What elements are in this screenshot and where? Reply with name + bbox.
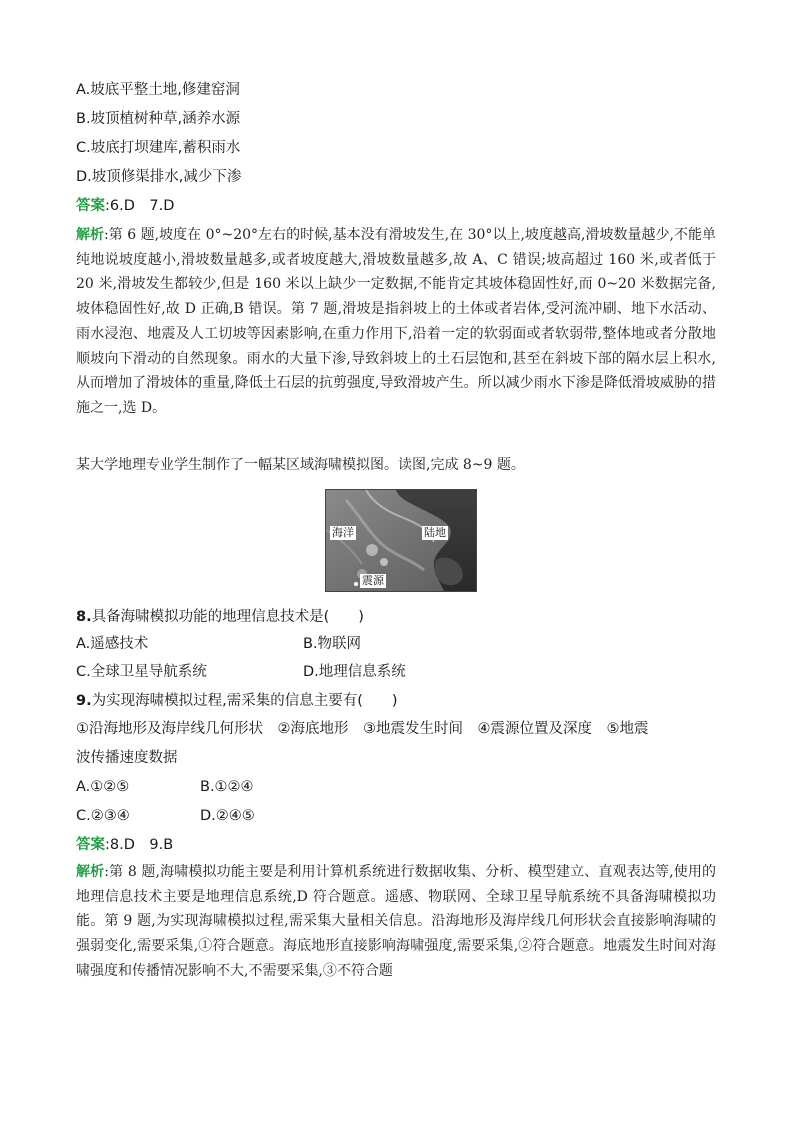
analysis-label: 解析 — [76, 864, 105, 880]
q9-options-row-2 — [76, 806, 255, 826]
q9-option-a: A.①②⑤ — [76, 779, 130, 795]
q9-number: 9. — [76, 693, 92, 709]
answer-line-2 — [76, 835, 173, 855]
analysis-paragraph-1 — [76, 223, 716, 421]
q9-stem-text: 为实现海啸模拟过程,需采集的信息主要有( ) — [91, 693, 398, 709]
q9-option-b: B.①②④ — [200, 779, 254, 795]
q7-option-a: A.坡底平整土地,修建窑洞 — [76, 82, 240, 98]
tsunami-simulation-figure — [325, 489, 477, 592]
epicenter-marker — [354, 582, 358, 586]
answer-label: 答案 — [76, 837, 105, 853]
q8-options-row-2 — [76, 662, 406, 682]
answer-value: :8.D 9.B — [105, 837, 174, 853]
q8-options-row-1 — [76, 634, 362, 654]
analysis-text: :第 8 题,海啸模拟功能主要是利用计算机系统进行数据收集、分析、模型建立、直观表达等,使用的地理信息技术主要是地理信息系统,D 符合题意。遥感、物联网、全球卫星导航系统不具备海啸模拟功能。第 9 题,为实现海啸模拟过程,需采集大量相关信息。沿海地形及海岸线几何形状会直接影响海啸的强弱变化,需要采集,①符合题意。海底地形直接影响海啸强度,需要采集,②符合题意。地震发生时间对海啸强度和传播情况影响不大,不需要采集,③不符合题 — [76, 864, 716, 979]
q7-option-c: C.坡底打坝建库,蓄积雨水 — [76, 140, 241, 156]
q8-number: 8. — [76, 609, 92, 625]
q8-option-a: A.遥感技术 — [76, 636, 149, 652]
analysis-paragraph-2 — [76, 860, 716, 984]
label-land: 陆地 — [424, 526, 446, 539]
q7-option-d: D.坡顶修渠排水,减少下渗 — [76, 169, 242, 185]
q9-items-line-1: ①沿海地形及海岸线几何形状 ②海底地形 ③地震发生时间 ④震源位置及深度 ⑤地震 — [76, 721, 649, 737]
analysis-text: :第 6 题,坡度在 0°~20°左右的时候,基本没有滑坡发生,在 30°以上,坡度越高,滑坡数量越少,不能单纯地说坡度越小,滑坡数量越多,或者坡度越大,滑坡数量越多,故 A、C 错误;坡高超过 160 米,或者低于 20 米,滑坡发生都较少,但是 160 米以上缺少一定数据,不能肯定其坡体稳固性好,而 0~20 米数据完备,坡体稳固性好,故 D 正确,B 错误。第 7 题,滑坡是指斜坡上的土体或者岩体,受河流冲刷、地下水活动、雨水浸泡、地震及人工切坡等因素影响,在重力作用下,沿着一定的软弱面或者软弱带,整体地或者分散地顺坡向下滑动的自然现象。雨水的大量下渗,导致斜坡上的土石层饱和,甚至在斜坡下部的隔水层上积水,从而增加了滑坡体的重量,降低土石层的抗剪强度,导致滑坡产生。所以减少雨水下渗是降低滑坡威胁的措施之一,选 D。 — [76, 227, 717, 416]
q8-stem-text: 具备海啸模拟功能的地理信息技术是( ) — [91, 609, 364, 625]
q9-options-row-1 — [76, 777, 254, 797]
analysis-label: 解析 — [76, 227, 105, 243]
q9-stem — [76, 691, 398, 711]
q8-option-b: B.物联网 — [303, 636, 362, 652]
q8-option-c: C.全球卫星导航系统 — [76, 664, 207, 680]
q9-option-d: D.②④⑤ — [200, 808, 255, 824]
tsunami-map-graphic — [326, 490, 476, 591]
q7-option-b: B.坡顶植树种草,涵养水源 — [76, 111, 241, 127]
q9-items-line-2: 波传播速度数据 — [76, 750, 178, 766]
q8-option-d: D.地理信息系统 — [303, 664, 406, 680]
answer-label: 答案 — [76, 198, 105, 214]
material-intro: 某大学地理专业学生制作了一幅某区域海啸模拟图。读图,完成 8~9 题。 — [76, 457, 525, 473]
q9-option-c: C.②③④ — [76, 808, 130, 824]
answer-line-1 — [76, 196, 174, 216]
answer-value: :6.D 7.D — [105, 198, 175, 214]
label-ocean: 海洋 — [332, 526, 354, 539]
q8-stem — [76, 607, 364, 627]
label-epicenter: 震源 — [362, 574, 384, 587]
